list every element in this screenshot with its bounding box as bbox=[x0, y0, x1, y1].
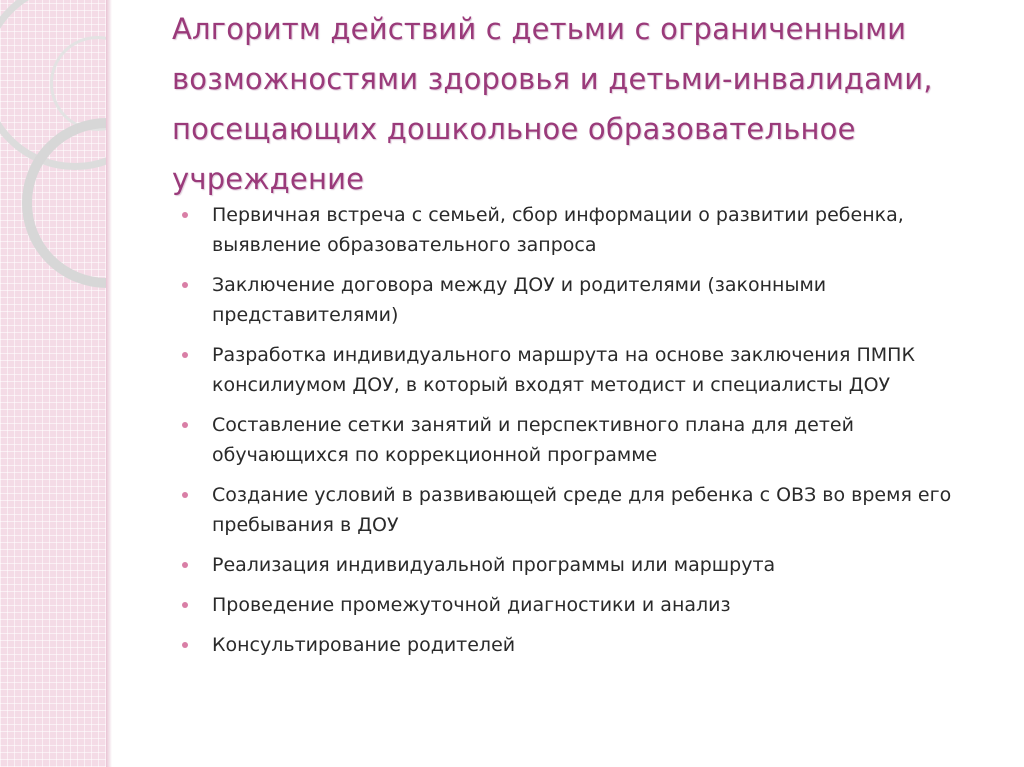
side-strip-edge bbox=[106, 0, 112, 767]
bullet-dot-icon bbox=[182, 492, 188, 498]
bullet-item bbox=[178, 270, 978, 330]
decorative-side-strip bbox=[0, 0, 110, 767]
bullet-text: Проведение промежуточной диагностики и анализ bbox=[212, 594, 731, 616]
bullet-item bbox=[178, 480, 978, 540]
bullet-text: Консультирование родителей bbox=[212, 634, 516, 656]
bullet-dot-icon bbox=[182, 282, 188, 288]
bullet-dot-icon bbox=[182, 602, 188, 608]
bullet-dot-icon bbox=[182, 562, 188, 568]
bullet-dot-icon bbox=[182, 352, 188, 358]
bullet-text: Составление сетки занятий и перспективного плана для детей обучающихся по коррекционной программе bbox=[212, 414, 854, 466]
bullet-item bbox=[178, 200, 978, 260]
bullet-list bbox=[178, 200, 978, 670]
bullet-text: Первичная встреча с семьей, сбор информации о развитии ребенка, выявление образовательного запроса bbox=[212, 204, 904, 256]
bullet-item bbox=[178, 550, 978, 580]
bullet-dot-icon bbox=[182, 212, 188, 218]
bullet-text: Заключение договора между ДОУ и родителями (законными представителями) bbox=[212, 274, 827, 326]
bullet-item bbox=[178, 590, 978, 620]
bullet-item bbox=[178, 340, 978, 400]
bullet-text: Создание условий в развивающей среде для ребенка с ОВЗ во время его пребывания в ДОУ bbox=[212, 484, 952, 536]
bullet-dot-icon bbox=[182, 422, 188, 428]
bullet-item bbox=[178, 630, 978, 660]
slide-title: Алгоритм действий с детьми с ограниченными возможностями здоровья и детьми-инвалидами, посещающих дошкольное образовательное учреждение bbox=[172, 12, 933, 196]
bullet-item bbox=[178, 410, 978, 470]
bullet-text: Реализация индивидуальной программы или маршрута bbox=[212, 554, 776, 576]
bullet-text: Разработка индивидуального маршрута на основе заключения ПМПК консилиумом ДОУ, в который входят методист и специалисты ДОУ bbox=[212, 344, 915, 396]
bullet-dot-icon bbox=[182, 642, 188, 648]
